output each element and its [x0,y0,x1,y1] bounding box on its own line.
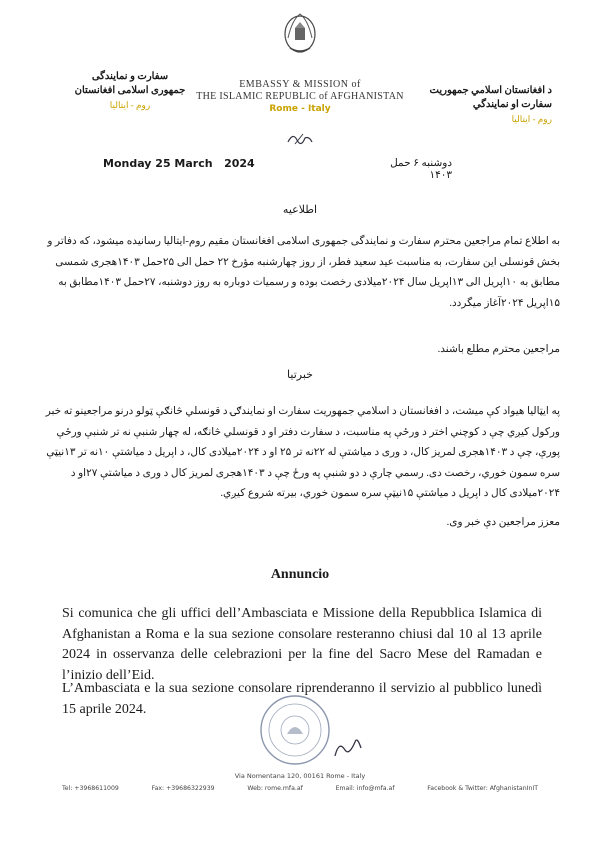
header-dari-line2: جمهوری اسلامی افغانستان [74,85,186,96]
footer-tel: Tel: +3968611009 [62,785,119,792]
footer-fax: Fax: +39686322939 [151,785,215,792]
header-pashto [392,84,552,126]
header-dari-line1: سفارت و نمایندگی [91,71,169,82]
date-english: Monday 25 March 2024 [103,157,255,170]
national-emblem-icon [282,8,318,56]
footer-address: Via Nomentana 120, 00161 Rome - Italy [234,772,366,780]
header-pashto-line1: د افغانستان اسلامي جمهوریت [429,85,552,96]
italian-paragraph-2: L’Ambasciata e la sua sezione consolare riprenderanno il servizio al pubblico lunedì 15 aprile 2024. [62,681,542,717]
embassy-line1: EMBASSY & MISSION of [239,79,361,90]
embassy-line2: THE ISLAMIC REPUBLIC of AFGHANISTAN [196,91,404,102]
header-dari-city: روم - ایتالیا [109,100,151,110]
header-english [180,79,420,114]
signature-mark [285,130,315,148]
dari-closing: مراجعین محترم مطلع باشند. [437,344,560,355]
dari-title: اطلاعیه [282,204,318,216]
pashto-paragraph: په ایټالیا هیواد کې میشت، د افغانستان د اسلامي جمهوریت سفارت او نمایندګۍ د قونسلي څانګې ټولو درنو مراجعینو ته خبر ورکول کیږي چې د کوچني اختر د ورځې په مناسبت، د سفارت دفتر او د قونسلي څانګه، له چهار شنبې نه تر شنبې ورځې پورې، چې د ۱۴۰۳هجری لمریز کال، د وری د میاشتې له ۲۲نه تر ۲۵ او د ۲۰۲۴میلادی کال، د اپریل د میاشتې ۱۰نه تر ۱۳نیټې سره سمون خوري، رخصت دی. رسمي چارې د دو شنبې په ورځ چې د ۱۴۰۳هجری لمریز کال د وری د میاشتې ۲۷او د ۲۰۲۴میلادی کال د اپریل د میاشتې ۱۵نیټې سره سمون خوري، بیرته شروع کیږي. [45,406,560,499]
dari-paragraph: به اطلاع تمام مراجعین محترم سفارت و نمایندگی جمهوری اسلامی افغانستان مقیم روم-ایتالیا رسانیده میشود، که دفاتر و بخش قونسلی این سفارت، به مناسبت عید سعید فطر، از روز چهارشنبه مؤرخ ۲۲ حمل الی ۲۵حمل ۱۴۰۳هجری شمسی مطابق به ۱۰اپریل الی ۱۳اپریل سال ۲۰۲۴میلادی رخصت بوده و رسمیات دوباره به روز دوشنبه، ۲۷حمل ۱۴۰۳مطابق به ۱۵اپریل ۲۰۲۴آغاز میگردد. [47,236,560,309]
embassy-city: Rome - Italy [269,104,331,114]
footer-social[interactable]: Facebook & Twitter: AfghanistanInIT [427,785,538,792]
header-pashto-line2: سفارت او نمایندگي [472,99,552,110]
footer-contacts [62,785,538,792]
header-dari [60,70,200,112]
official-stamp-icon [247,690,369,770]
header-pashto-city: روم - ایتالیا [511,114,552,124]
italian-paragraph-1: Si comunica che gli uffici dell’Ambasciata e Missione della Repubblica Islamica di Afghanistan a Roma e la sua sezione consolare resteranno chiusi dal 10 al 13 aprile 2024 in osservanza delle celebrazioni per la fine del Sacro Mese del Ramadan e l’inizio dell’Eid. [62,606,542,683]
pashto-closing: معزز مراجعین دې خبر وی. [446,517,560,528]
italian-title: Annuncio [270,567,330,582]
pashto-title: خبرتیا [287,369,313,381]
footer-web[interactable]: Web: rome.mfa.af [247,785,303,792]
date-persian: دوشنبه ۶ حمل ۱۴۰۳ [390,158,452,181]
footer-email[interactable]: Email: info@mfa.af [335,785,395,792]
